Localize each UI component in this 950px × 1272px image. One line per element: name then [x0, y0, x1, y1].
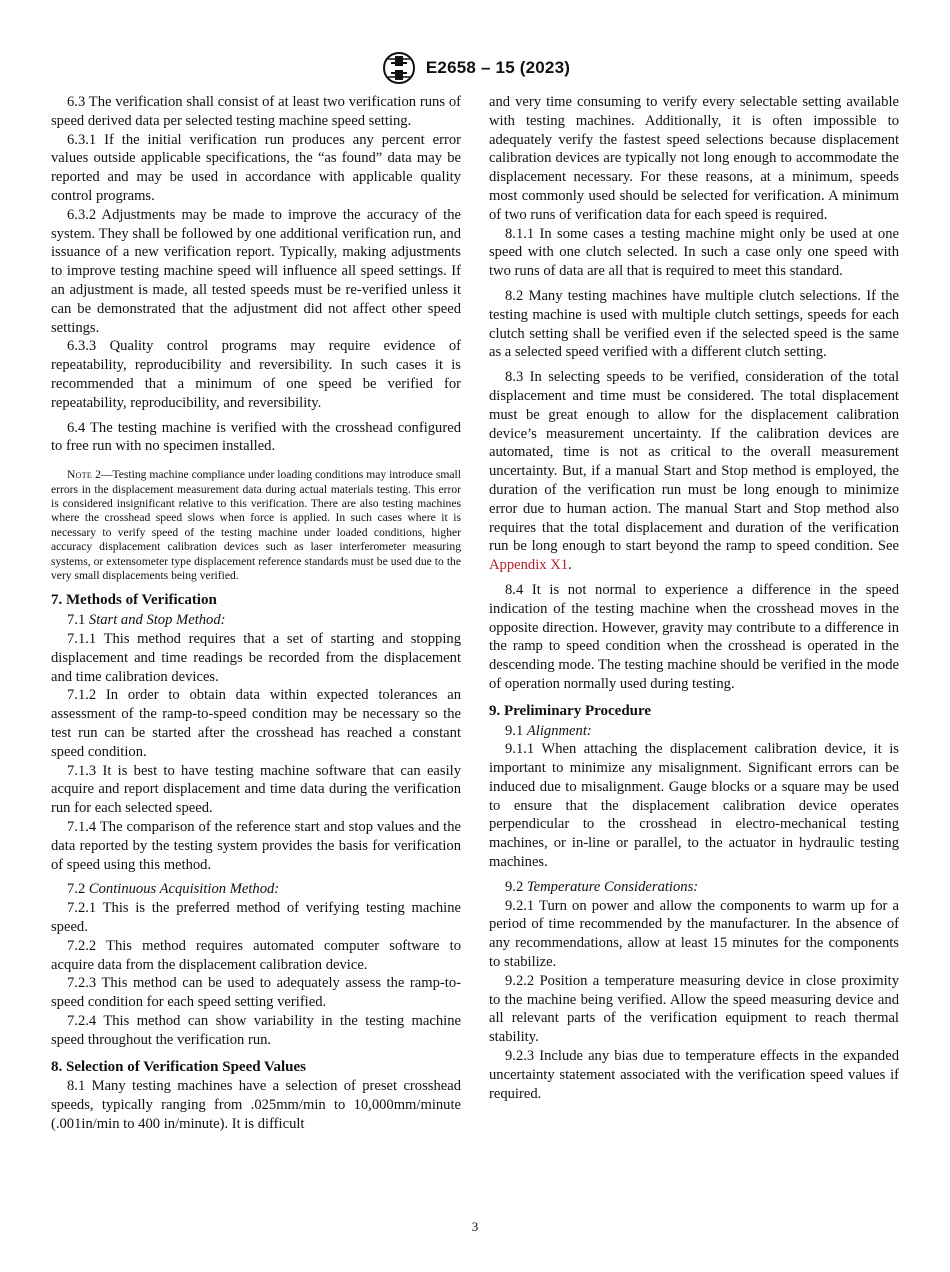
paragraph-9-2-1: 9.2.1 Turn on power and allow the components to warm up for a period of time recommended by the manufacturer. In the absence of any recommendations, allow at least 15 minutes for the components to stabilize. — [489, 897, 899, 971]
paragraph-8-1-1: 8.1.1 In some cases a testing machine might only be used at one speed with one clutch selected. In such a case only one speed with two runs of data are all that is required to meet this standard. — [489, 225, 899, 280]
document-id: E2658 – 15 (2023) — [425, 58, 571, 77]
paragraph-8-3-text: 8.3 In selecting speeds to be verified, consideration of the total displacement and time must be considered. The total displacement must be great enough to allow for the displacement calibration device’s measurement uncertainty. If the calibration devices are automated, time is not as critical to the overall measurement uncertainty. But, if a manual Start and Stop method is employed, the duration of the verification run must be long enough to minimize error due to human action. The manual Start and Stop method also requires that the total displacement and duration of the verification run be long enough to start beyond the ramp to speed condition. See — [489, 369, 899, 555]
page-number: 3 — [471, 1219, 479, 1234]
paragraph-7-2-title: Continuous Acquisition Method: — [88, 881, 280, 898]
paragraph-6-3-2: 6.3.2 Adjustments may be made to improve the accuracy of the system. They shall be followed by one additional verification run, and issuance of a new verification report. Typically, making adjustments to improve testing machine speed will influence all speed settings. If an adjustment is made, all tested speeds must be re-verified unless it can be demonstrated that the adjustment did not affect other speed settings. — [51, 206, 461, 336]
note-label: Note — [67, 468, 93, 482]
paragraph-6-3-1: 6.3.1 If the initial verification run produces any percent error values outside applicable specifications, the “as found” data may be reported and may be used in accordance with applicable quality control programs. — [51, 131, 461, 204]
section-7-heading: 7. Methods of Verification — [51, 592, 217, 609]
section-9-heading: 9. Preliminary Procedure — [489, 702, 652, 719]
paragraph-6-3-3: 6.3.3 Quality control programs may require evidence of repeatability, reproducibility and reversibility. In such cases it is recommended that a minimum of one speed be verified for repeatability, reproducibility, and reversibility. — [51, 338, 461, 411]
paragraph-7-2-number: 7.2 — [67, 881, 89, 898]
paragraph-9-1-title: Alignment: — [526, 722, 592, 739]
paragraph-7-1-title: Start and Stop Method: — [88, 612, 226, 629]
paragraph-8-2: 8.2 Many testing machines have multiple clutch selections. If the testing machine is used with multiple clutch settings, speeds for each clutch setting shall be verified even if the selected speed is the same as a selected speed verified with a different clutch setting. — [489, 287, 899, 361]
paragraph-7-1 — [51, 611, 461, 630]
paragraph-8-1: 8.1 Many testing machines have a selection of preset crosshead speeds, typically ranging from .025mm/min to 10,000mm/minute (.001in/min to 400 in/minute). It is difficult — [51, 1078, 461, 1132]
section-8-heading: 8. Selection of Verification Speed Values — [51, 1058, 307, 1075]
paragraph-7-1-1: 7.1.1 This method requires that a set of starting and stopping displacement and time readings be recorded from the displacement and time calibration devices. — [51, 630, 461, 685]
paragraph-9-1-1: 9.1.1 When attaching the displacement calibration device, it is important to minimize any misalignment. Significant errors can be induced due to misalignment. Gauge blocks or a square may be used to ensure that the displacement calibration device operates perpendicular to the crosshead in electro-mechanical testing machines, or in-line or parallel, to the actuator in hydraulic testing machines. — [489, 741, 899, 871]
paragraph-9-2-2: 9.2.2 Position a temperature measuring device in close proximity to the machine being verified. Allow the speed measuring device and all relevant parts of the verification equipment to reach thermal stability. — [489, 972, 899, 1046]
paragraph-8-3 — [489, 368, 899, 575]
note-2 — [51, 468, 461, 583]
paragraph-7-1-number: 7.1 — [67, 612, 89, 629]
paragraph-9-1-number: 9.1 — [505, 722, 527, 739]
paragraph-7-2-3: 7.2.3 This method can be used to adequately assess the ramp-to-speed condition for each speed setting verified. — [51, 975, 461, 1011]
paragraph-9-2-title: Temperature Considerations: — [526, 878, 699, 895]
paragraph-7-2-1: 7.2.1 This is the preferred method of verifying testing machine speed. — [51, 900, 461, 935]
paragraph-7-1-4: 7.1.4 The comparison of the reference start and stop values and the data reported by the testing system provides the basis for verification of speed using this method. — [51, 818, 461, 873]
paragraph-7-1-2: 7.1.2 In order to obtain data within expected tolerances an assessment of the ramp-to-speed condition may be necessary so the test run can be started after the crosshead has reached a constant speed condition. — [51, 687, 461, 760]
paragraph-9-2-number: 9.2 — [505, 878, 527, 895]
paragraph-8-1-continued: and very time consuming to verify every selectable setting available with testing machines. Additionally, it is often impossible to adequately verify the fastest speed selections because displacement calibration devices are typically not long enough to accommodate the displacement necessary. For these reasons, at a minimum, speeds most commonly used should be selected for verification. A minimum of two runs of verification data for each speed is required. — [489, 94, 899, 223]
paragraph-8-3-end: . — [568, 557, 572, 574]
paragraph-7-2 — [51, 880, 461, 899]
left-column — [51, 93, 461, 1134]
paragraph-9-1 — [489, 722, 899, 741]
paragraph-7-2-2: 7.2.2 This method requires automated computer software to acquire data from the displacement calibration device. — [51, 937, 461, 973]
note-text: 2—Testing machine compliance under loading conditions may introduce small errors in the displacement measurement data during actual materials testing. This error is considered insignificant relative to this verification. There are also testing machines where the crosshead speed slows when force is applied. In such cases where it is necessary to verify speed of the testing machine under loaded conditions, higher accuracy displacement calibration devices such as laser interferometer measuring systems, or extensometer type displacement reference standards must be used due to the very small displacements being verified. — [51, 468, 461, 582]
right-column — [489, 93, 899, 1103]
page-header — [0, 50, 950, 86]
paragraph-6-4: 6.4 The testing machine is verified with the crosshead configured to free run with no specimen installed. — [51, 419, 461, 455]
paragraph-9-2-3: 9.2.3 Include any bias due to temperature effects in the expanded uncertainty statement associated with the verification speed values if required. — [489, 1048, 899, 1102]
appendix-x1-link[interactable]: Appendix X1 — [489, 557, 569, 574]
paragraph-7-2-4: 7.2.4 This method can show variability in the testing machine speed throughout the verification run. — [51, 1012, 461, 1048]
paragraph-9-2 — [489, 878, 899, 897]
paragraph-7-1-3: 7.1.3 It is best to have testing machine software that can easily acquire and report displacement and time data during the verification run for each selected speed. — [51, 762, 461, 817]
paragraph-8-4: 8.4 It is not normal to experience a difference in the speed indication of the testing machine when the crosshead moves in the opposite direction. However, gravity may contribute to a difference in the ramp to speed condition when the crosshead is operated in the descending mode. The testing machine should be verified in the mode of operation normally used during testing. — [489, 581, 899, 692]
paragraph-6-3: 6.3 The verification shall consist of at least two verification runs of speed derived data per selected testing machine speed setting. — [51, 94, 461, 129]
astm-logo-icon — [380, 51, 418, 85]
